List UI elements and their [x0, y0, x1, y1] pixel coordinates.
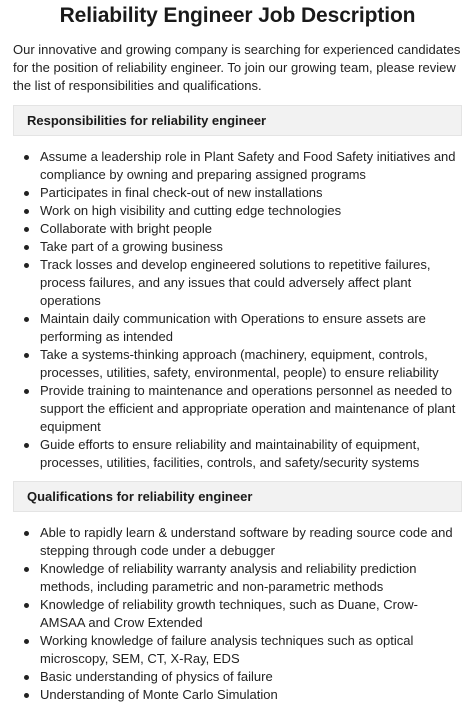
list-item — [24, 202, 462, 220]
bullet-icon — [24, 209, 29, 214]
bullet-icon — [24, 603, 29, 608]
list-item-text: Participates in final check-out of new installations — [40, 185, 323, 200]
bullet-icon — [24, 693, 29, 698]
list-item-text: Basic understanding of physics of failure — [40, 669, 273, 684]
list-item — [24, 382, 462, 436]
list-item-text: Guide efforts to ensure reliability and maintainability of equipment, processes, utilities, facilities, controls, and safety/security systems — [40, 437, 420, 470]
list-item-text: Maintain daily communication with Operations to ensure assets are performing as intended — [40, 311, 426, 344]
responsibilities-list — [13, 148, 462, 472]
qualifications-heading: Qualifications for reliability engineer — [13, 481, 462, 512]
list-item-text: Track losses and develop engineered solutions to repetitive failures, process failures, and any issues that could adversely affect plant operations — [40, 257, 431, 308]
list-item — [24, 220, 462, 238]
responsibilities-heading: Responsibilities for reliability engineer — [13, 105, 462, 136]
bullet-icon — [24, 531, 29, 536]
list-item-text: Take a systems-thinking approach (machinery, equipment, controls, processes, utilities, safety, environmental, people) to ensure reliability — [40, 347, 439, 380]
list-item — [24, 632, 462, 668]
bullet-icon — [24, 155, 29, 160]
bullet-icon — [24, 317, 29, 322]
list-item — [24, 686, 462, 704]
bullet-icon — [24, 567, 29, 572]
list-item — [24, 238, 462, 256]
bullet-icon — [24, 227, 29, 232]
bullet-icon — [24, 191, 29, 196]
list-item — [24, 524, 462, 560]
list-item-text: Collaborate with bright people — [40, 221, 212, 236]
list-item — [24, 346, 462, 382]
bullet-icon — [24, 263, 29, 268]
bullet-icon — [24, 353, 29, 358]
list-item-text: Provide training to maintenance and operations personnel as needed to support the efficient and appropriate operation and maintenance of plant equipment — [40, 383, 456, 434]
list-item-text: Working knowledge of failure analysis techniques such as optical microscopy, SEM, CT, X-Ray, EDS — [40, 633, 414, 666]
bullet-icon — [24, 389, 29, 394]
list-item — [24, 184, 462, 202]
list-item-text: Work on high visibility and cutting edge technologies — [40, 203, 342, 218]
list-item-text: Assume a leadership role in Plant Safety and Food Safety initiatives and compliance by owning and preparing assigned programs — [40, 149, 456, 182]
list-item-text: Able to rapidly learn & understand software by reading source code and stepping through code under a debugger — [40, 525, 453, 558]
list-item-text: Understanding of Monte Carlo Simulation — [40, 687, 278, 702]
list-item-text: Knowledge of reliability warranty analysis and reliability prediction methods, including parametric and non-parametric methods — [40, 561, 417, 594]
qualifications-list — [13, 524, 462, 704]
list-item-text: Knowledge of reliability growth techniques, such as Duane, Crow-AMSAA and Crow Extended — [40, 597, 418, 630]
bullet-icon — [24, 245, 29, 250]
list-item — [24, 668, 462, 686]
page-title: Reliability Engineer Job Description — [59, 4, 416, 27]
list-item — [24, 560, 462, 596]
list-item — [24, 310, 462, 346]
bullet-icon — [24, 675, 29, 680]
list-item — [24, 436, 462, 472]
bullet-icon — [24, 443, 29, 448]
list-item-text: Take part of a growing business — [40, 239, 223, 254]
intro-paragraph: Our innovative and growing company is searching for experienced candidates for the position of reliability engineer. To join our growing team, please review the list of responsibilities and qualifications. — [13, 42, 461, 93]
list-item — [24, 596, 462, 632]
list-item — [24, 148, 462, 184]
bullet-icon — [24, 639, 29, 644]
list-item — [24, 256, 462, 310]
